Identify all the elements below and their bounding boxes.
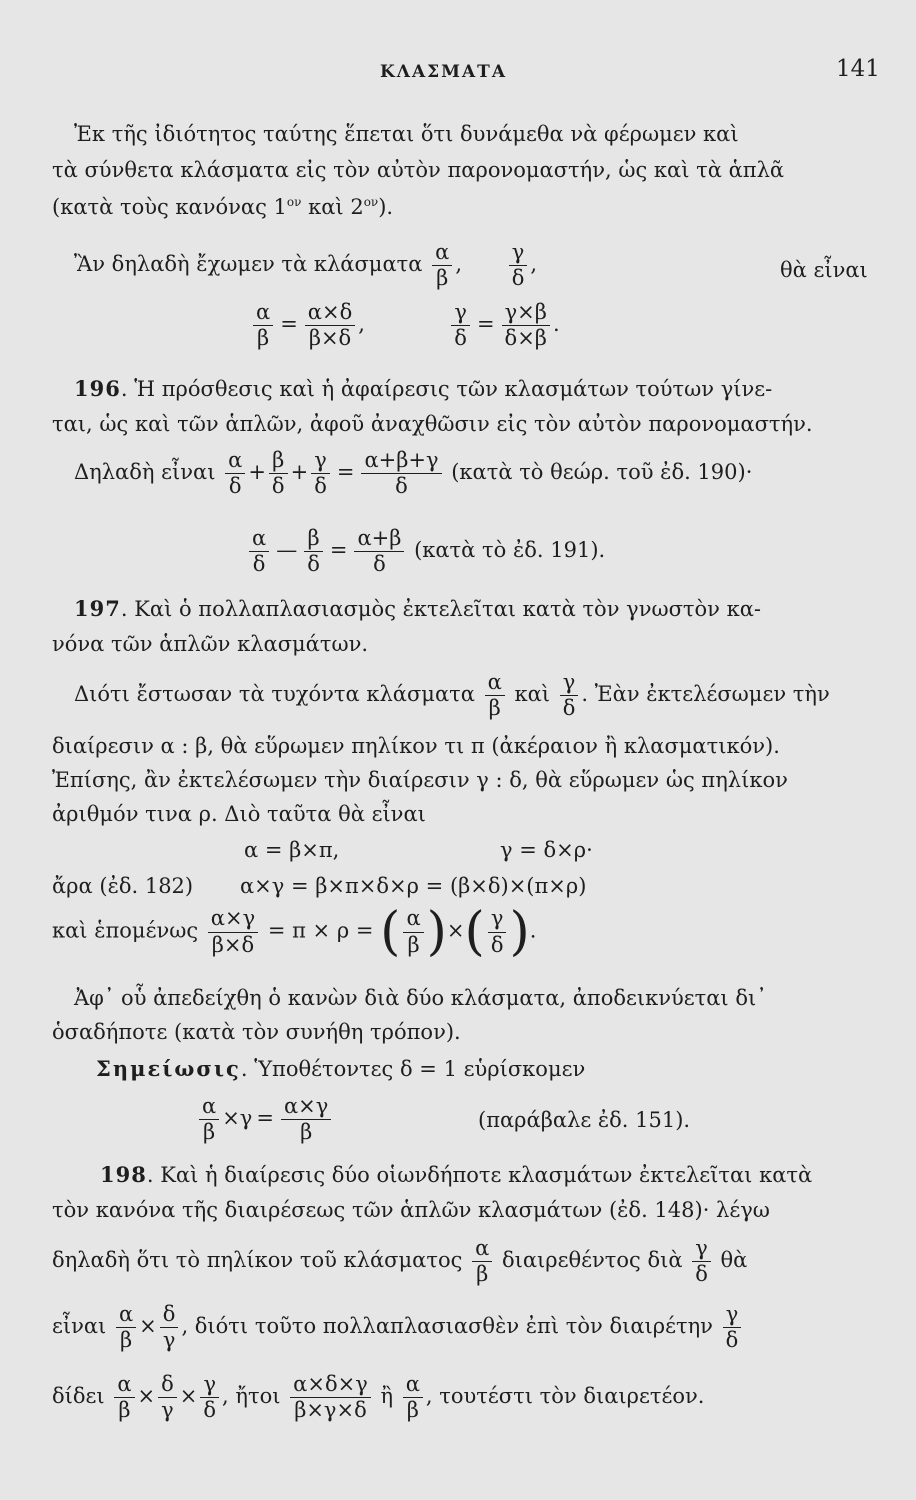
text-line: Ἐπίσης, ἂν ἐκτελέσωμεν τὴν διαίρεσιν γ : δ, θὰ εὕρωμεν ὡς πηλίκον [52, 768, 788, 792]
text-line: τὰ σύνθετα κλάσματα εἰς τὸν αὐτὸν παρονομαστήν, ὡς καὶ τὰ ἁπλᾶ [52, 158, 785, 182]
fraction: $\frac{\gamma}{\delta}$ [509, 240, 528, 291]
fraction: $\frac{\gamma\times\beta}{\delta\times\beta}$ [502, 300, 550, 351]
text-line: Ἀφ᾽ οὗ ἀπεδείχθη ὁ κανὼν διὰ δύο κλάσματα, ἀποδεικνύεται δι᾽ [74, 986, 767, 1010]
text-line: εἶναι $\frac{\alpha}{\beta}$ × $\frac{\delta}{\gamma}$ , διότι τοῦτο πολλαπλασιασθὲν ἐπὶ τὸν διαιρέτην $\frac{\gamma}{\delta}$ [52, 1302, 744, 1353]
fraction: $\frac{\alpha}{\beta}$ [403, 1372, 423, 1423]
fraction: $\frac{\alpha}{\delta}$ [225, 448, 245, 499]
fraction: $\frac{\alpha}{\beta}$ [403, 906, 423, 957]
fraction: $\frac{\gamma}{\delta}$ [692, 1236, 711, 1287]
formula: α = β×π, [244, 838, 340, 862]
text-line: νόνα τῶν ἁπλῶν κλασμάτων. [52, 632, 369, 656]
fraction: $\frac{\alpha}{\beta}$ [485, 670, 505, 721]
text-line: (παράβαλε ἐδ. 151). [478, 1108, 691, 1132]
text-line: διαίρεσιν α : β, θὰ εὕρωμεν πηλίκον τι π (ἀκέραιον ἢ κλασματικόν). [52, 734, 780, 758]
note-label: Σημείωσις [96, 1056, 241, 1081]
paren: ) [509, 902, 530, 962]
formula: Δηλαδὴ εἶναι $\frac{\alpha}{\delta}$ + $\frac{\beta}{\delta}$ + $\frac{\gamma}{\delta}$ = $\frac{\alpha+\beta+\gamma}{\delta}$ (κατὰ τὸ θεώρ. τοῦ ἐδ. 190)· [74, 448, 753, 499]
fraction: $\frac{\gamma}{\delta}$ [311, 448, 330, 499]
formula: $\frac{\alpha}{\delta}$ — $\frac{\beta}{\delta}$ = $\frac{\alpha+\beta}{\delta}$ (κατὰ τὸ ἐδ. 191). [246, 526, 605, 577]
text-line: Ἂν δηλαδὴ ἔχωμεν τὰ κλάσματα $\frac{\alpha}{\beta}$ , $\frac{\gamma}{\delta}$ , [74, 240, 538, 291]
formula: $\frac{\alpha}{\beta}$ = $\frac{\alpha\times\delta}{\beta\times\delta}$ , $\frac{\gamma}{\delta}$ = $\frac{\gamma\times\beta}{\delta\times\beta}$ . [250, 300, 560, 351]
fraction: $\frac{\alpha}{\beta}$ [116, 1302, 136, 1353]
text-line: Σημείωσις. Ὑποθέτοντες δ = 1 εὑρίσκομεν [96, 1056, 586, 1081]
text-line: τὸν κανόνα τῆς διαιρέσεως τῶν ἁπλῶν κλασμάτων (ἐδ. 148)· λέγω [52, 1198, 770, 1222]
section-number: 198 [100, 1162, 147, 1187]
fraction: $\frac{\alpha+\beta+\gamma}{\delta}$ [361, 448, 441, 499]
formula: α×γ = β×π×δ×ρ = (β×δ)×(π×ρ) [240, 874, 587, 898]
paren: ( [380, 902, 401, 962]
text-line: θὰ εἶναι [780, 258, 868, 282]
paren: ) [426, 902, 447, 962]
fraction: $\frac{\alpha}{\beta}$ [432, 240, 452, 291]
fraction: $\frac{\alpha\times\delta}{\beta\times\delta}$ [305, 300, 355, 351]
formula: γ = δ×ρ· [500, 838, 593, 862]
fraction: $\frac{\alpha}{\beta}$ [472, 1236, 492, 1287]
fraction: $\frac{\alpha}{\delta}$ [249, 526, 269, 577]
fraction: $\frac{\alpha+\beta}{\delta}$ [354, 526, 404, 577]
text-line: 197. Καὶ ὁ πολλαπλασιασμὸς ἐκτελεῖται κατὰ τὸν γνωστὸν κα- [74, 596, 762, 621]
fraction: $\frac{\gamma}{\delta}$ [488, 906, 507, 957]
section-number: 196 [74, 376, 121, 401]
text-line: δηλαδὴ ὅτι τὸ πηλίκον τοῦ κλάσματος $\frac{\alpha}{\beta}$ διαιρεθέντος διὰ $\frac{\gamma}{\delta}$ θὰ [52, 1236, 748, 1287]
fraction: $\frac{\alpha\times\delta\times\gamma}{\beta\times\gamma\times\delta}$ [290, 1372, 371, 1423]
formula: $\frac{\alpha}{\beta}$ ×γ = $\frac{\alpha\times\gamma}{\beta}$ [196, 1094, 334, 1145]
fraction: $\frac{\alpha}{\beta}$ [199, 1094, 219, 1145]
fraction: $\frac{\alpha}{\beta}$ [253, 300, 273, 351]
fraction: $\frac{\delta}{\gamma}$ [158, 1372, 177, 1423]
fraction: $\frac{\alpha\times\gamma}{\beta\times\delta}$ [208, 906, 258, 957]
formula: ἄρα (ἐδ. 182) [52, 874, 194, 898]
fraction: $\frac{\gamma}{\delta}$ [560, 670, 579, 721]
fraction: $\frac{\gamma}{\delta}$ [451, 300, 470, 351]
text-line: Ἐκ τῆς ἰδιότητος ταύτης ἕπεται ὅτι δυνάμεθα νὰ φέρωμεν καὶ [74, 122, 739, 146]
fraction: $\frac{\beta}{\delta}$ [304, 526, 323, 577]
text-line: ἀριθμόν τινα ρ. Διὸ ταῦτα θὰ εἶναι [52, 802, 426, 826]
page-number: 141 [836, 56, 880, 82]
formula: καὶ ἑπομένως $\frac{\alpha\times\gamma}{\beta\times\delta}$ = π × ρ = ( $\frac{\alpha}{\beta}$ )×( $\frac{\gamma}{\delta}$ ). [52, 902, 537, 962]
text-line: (κατὰ τοὺς κανόνας $1^{o\nu}$ καὶ $2^{o\nu}$). [52, 195, 394, 219]
fraction: $\frac{\gamma}{\delta}$ [723, 1302, 742, 1353]
text-line: 198. Καὶ ἡ διαίρεσις δύο οἱωνδήποτε κλασμάτων ἐκτελεῖται κατὰ [100, 1162, 813, 1187]
running-head: ΚΛΑΣΜΑΤΑ [380, 62, 508, 82]
text-line: δίδει $\frac{\alpha}{\beta}$ × $\frac{\delta}{\gamma}$ × $\frac{\gamma}{\delta}$ , ἤτοι $\frac{\alpha\times\delta\times\gamma}{\beta\times\gamma\times\delta}$ ἢ $\frac{\alpha}{\beta}$ , τουτέστι τὸν διαιρετέον. [52, 1372, 705, 1423]
fraction: $\frac{\delta}{\gamma}$ [160, 1302, 179, 1353]
fraction: $\frac{\beta}{\delta}$ [269, 448, 288, 499]
paren: ( [464, 902, 485, 962]
text-line: 196. Ἡ πρόσθεσις καὶ ἡ ἀφαίρεσις τῶν κλασμάτων τούτων γίνε- [74, 376, 773, 401]
section-number: 197 [74, 596, 121, 621]
fraction: $\frac{\gamma}{\delta}$ [200, 1372, 219, 1423]
text-line: Διότι ἔστωσαν τὰ τυχόντα κλάσματα $\frac{\alpha}{\beta}$ καὶ $\frac{\gamma}{\delta}$ . Ἐὰν ἐκτελέσωμεν τὴν [74, 670, 830, 721]
fraction: $\frac{\alpha\times\gamma}{\beta}$ [281, 1094, 331, 1145]
text-line: ται, ὡς καὶ τῶν ἁπλῶν, ἀφοῦ ἀναχθῶσιν εἰς τὸν αὐτὸν παρονομαστήν. [52, 412, 813, 436]
text-line: ὁσαδήποτε (κατὰ τὸν συνήθη τρόπον). [52, 1020, 461, 1044]
fraction: $\frac{\alpha}{\beta}$ [114, 1372, 134, 1423]
